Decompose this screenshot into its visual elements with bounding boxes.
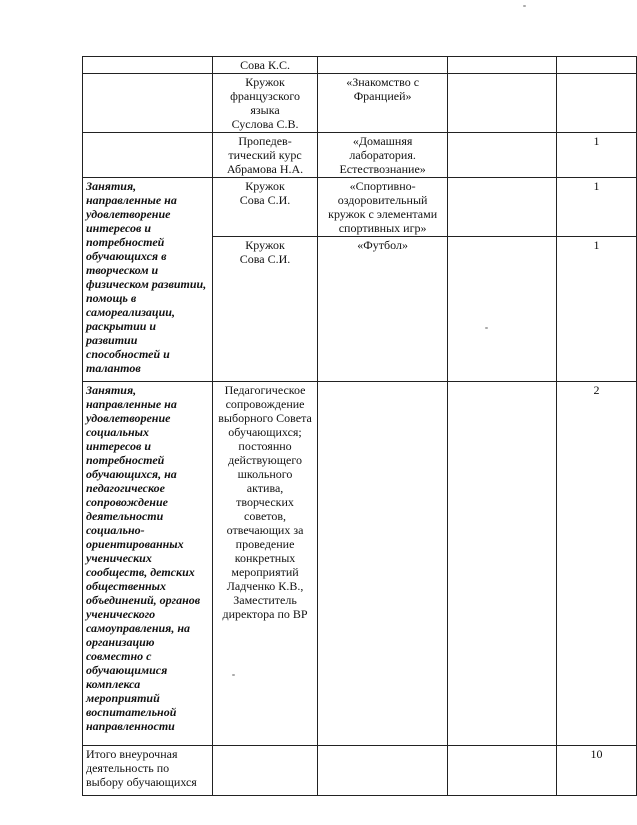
cell-line: «Спортивно- — [349, 179, 416, 193]
cell-line: «Знакомство с — [346, 75, 420, 89]
cell-line: сопровождение — [225, 397, 305, 411]
cell-line: Кружок — [245, 179, 285, 193]
cell-line: обучающихся в — [86, 249, 167, 263]
activity-form-cell — [212, 382, 318, 746]
cell-line: выборного Совета — [218, 411, 312, 425]
cell-line: направленные на — [86, 193, 177, 207]
cell-line: интересов и — [86, 221, 152, 235]
cell-line: кружок с элементами — [328, 207, 438, 221]
hours-value: 2 — [593, 383, 600, 397]
cell-line: Кружок — [245, 238, 285, 252]
scan-speck — [232, 674, 235, 676]
cell-line: самоуправления, на — [86, 621, 191, 635]
cell-line: социальных — [86, 425, 150, 439]
program-name-cell — [318, 74, 447, 133]
cell-line: развитии — [86, 333, 138, 347]
cell-line: потребностей — [86, 453, 165, 467]
cell-line: деятельности — [86, 509, 164, 523]
program-name-cell — [318, 133, 447, 178]
cell-line: организацию — [86, 635, 155, 649]
cell-line: обучающимися — [86, 663, 168, 677]
empty-cell — [447, 237, 556, 382]
cell-line: школьного — [237, 467, 293, 481]
cell-line: направленные на — [86, 397, 177, 411]
activity-area-cell — [83, 746, 213, 796]
cell-line: постоянно — [238, 439, 292, 453]
empty-cell — [447, 133, 556, 178]
cell-line: педагогическое — [86, 481, 165, 495]
cell-line: Суслова С.В. — [231, 117, 299, 131]
table-row — [83, 74, 637, 133]
cell-line: Кружок — [245, 75, 285, 89]
program-name-cell — [318, 178, 447, 237]
cell-line: спортивных игр» — [338, 221, 427, 235]
cell-line: Заместитель — [233, 593, 297, 607]
hours-value: 10 — [590, 747, 603, 761]
activity-area-cell — [83, 133, 213, 178]
cell-line: направленности — [86, 719, 175, 733]
cell-line: Францией» — [353, 89, 412, 103]
activity-form-cell — [212, 74, 318, 133]
cell-line: Ладченко К.В., — [226, 579, 304, 593]
activity-form-cell — [212, 133, 318, 178]
extracurricular-table — [82, 56, 637, 796]
cell-line: социально- — [86, 523, 145, 537]
cell-line: потребностей — [86, 235, 165, 249]
cell-line: проведение — [235, 537, 295, 551]
cell-line: Естествознание» — [339, 162, 426, 176]
cell-line: оздоровительный — [337, 193, 428, 207]
program-name-cell — [318, 746, 447, 796]
cell-line: Педагогическое — [224, 383, 306, 397]
activity-form-cell — [212, 746, 318, 796]
cell-line: ученического — [86, 607, 156, 621]
cell-line: совместно с — [86, 649, 152, 663]
cell-line: самореализации, — [86, 305, 175, 319]
cell-line: «Домашняя — [352, 134, 413, 148]
activity-form-cell — [212, 57, 318, 74]
empty-cell — [447, 746, 556, 796]
cell-line: ученических — [86, 551, 152, 565]
table-row — [83, 382, 637, 746]
cell-line: творческом и — [86, 263, 159, 277]
program-name-cell — [318, 57, 447, 74]
cell-line: обучающихся, на — [86, 467, 177, 481]
cell-line: Сова К.С. — [240, 58, 290, 72]
hours-cell — [556, 57, 636, 74]
cell-line: лаборатория. — [349, 148, 416, 162]
activity-area-cell — [83, 382, 213, 746]
cell-line: Занятия, — [86, 383, 137, 397]
table-row — [83, 133, 637, 178]
cell-line: Занятия, — [86, 179, 137, 193]
hours-value: 1 — [593, 179, 600, 193]
hours-cell — [556, 178, 636, 237]
cell-line: общественных — [86, 579, 167, 593]
cell-line: Абрамова Н.А. — [226, 162, 304, 176]
program-name-cell — [318, 237, 447, 382]
table-body — [83, 57, 637, 796]
empty-cell — [447, 178, 556, 237]
cell-line: Пропедев- — [238, 134, 292, 148]
hours-cell — [556, 237, 636, 382]
cell-line: воспитательной — [86, 705, 177, 719]
scan-speck — [485, 327, 488, 329]
cell-line: выбору обучающихся — [86, 775, 197, 789]
cell-line: физическом развитии, — [86, 277, 207, 291]
cell-line: директора по ВР — [222, 607, 308, 621]
cell-line: удовлетворение — [86, 207, 171, 221]
cell-line: интересов и — [86, 439, 152, 453]
cell-line: конкретных — [234, 551, 296, 565]
hours-value: 1 — [593, 134, 600, 148]
cell-line: помощь в — [86, 291, 137, 305]
activity-form-cell — [212, 178, 318, 237]
cell-line: комплекса — [86, 677, 141, 691]
cell-line: деятельность по — [86, 761, 170, 775]
cell-line: обучающихся; — [228, 425, 302, 439]
activity-area-cell — [83, 74, 213, 133]
table-row — [83, 746, 637, 796]
cell-line: ориентированных — [86, 537, 184, 551]
empty-cell — [447, 57, 556, 74]
cell-line: талантов — [86, 361, 141, 375]
cell-line: сообществ, детских — [86, 565, 195, 579]
cell-line: сопровождение — [86, 495, 168, 509]
activity-area-cell — [83, 178, 213, 382]
cell-line: тический курс — [228, 148, 302, 162]
cell-line: Сова С.И. — [239, 252, 291, 266]
cell-line: Итого внеурочная — [86, 747, 178, 761]
cell-line: языка — [250, 103, 280, 117]
hours-cell — [556, 746, 636, 796]
cell-line: актива, — [246, 481, 284, 495]
cell-line: раскрытии и — [86, 319, 157, 333]
hours-cell — [556, 74, 636, 133]
hours-value: 1 — [593, 238, 600, 252]
empty-cell — [447, 382, 556, 746]
cell-line: Сова С.И. — [239, 193, 291, 207]
activity-form-cell — [212, 237, 318, 382]
cell-line: мероприятий — [231, 565, 299, 579]
table-row — [83, 178, 637, 237]
hours-cell — [556, 382, 636, 746]
hours-cell — [556, 133, 636, 178]
cell-line: способностей и — [86, 347, 170, 361]
cell-line: творческих — [236, 495, 294, 509]
cell-line: объединений, органов — [86, 593, 201, 607]
cell-line: французского — [230, 89, 300, 103]
cell-line: «Футбол» — [357, 238, 408, 252]
scan-speck — [523, 5, 526, 7]
cell-line: отвечающих за — [226, 523, 304, 537]
cell-line: мероприятий — [86, 691, 160, 705]
cell-line: действующего — [228, 453, 302, 467]
cell-line: удовлетворение — [86, 411, 171, 425]
program-name-cell — [318, 382, 447, 746]
table-row — [83, 57, 637, 74]
activity-area-cell — [83, 57, 213, 74]
empty-cell — [447, 74, 556, 133]
cell-line: советов, — [244, 509, 287, 523]
